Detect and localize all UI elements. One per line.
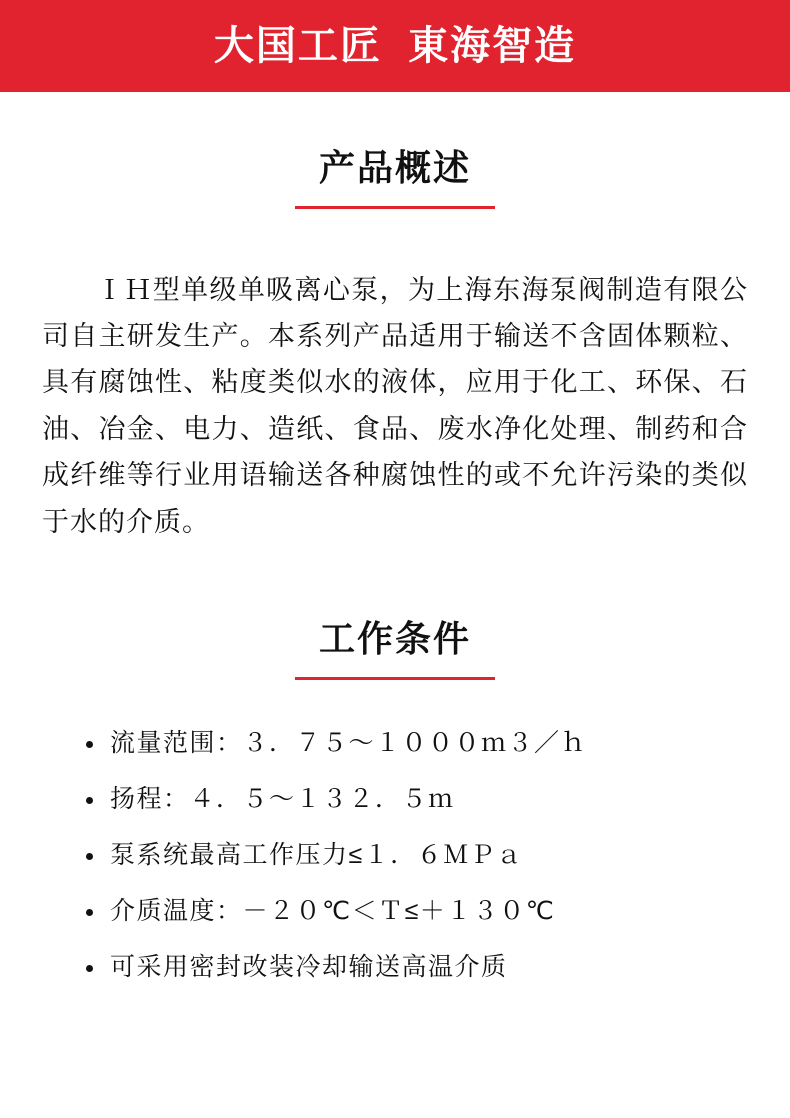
conditions-list xyxy=(42,728,748,982)
list-item: 泵系统最高工作压力≤１．６ＭＰａ xyxy=(84,840,748,870)
conditions-title: 工作条件 xyxy=(318,618,471,660)
section-working-conditions xyxy=(0,619,790,982)
section-product-overview xyxy=(0,148,790,545)
banner-title: 大国工匠 東海智造 xyxy=(213,24,577,68)
conditions-title-underline xyxy=(295,677,495,680)
list-item: 可采用密封改装冷却输送高温介质 xyxy=(84,952,748,982)
conditions-heading xyxy=(42,619,748,680)
list-item: 介质温度：－２０℃＜Ｔ≤＋１３０℃ xyxy=(84,896,748,926)
overview-title: 产品概述 xyxy=(318,147,471,188)
page-banner xyxy=(0,0,790,92)
overview-title-underline xyxy=(295,206,495,209)
overview-heading xyxy=(42,148,748,209)
list-item: 扬程：４．５～１３２．５ｍ xyxy=(84,784,748,814)
list-item: 流量范围：３．７５～１０００ｍ３／ｈ xyxy=(84,728,748,758)
overview-paragraph: ＩＨ型单级单吸离心泵，为上海东海泵阀制造有限公司自主研发生产。本系列产品适用于输送不含固体颗粒、具有腐蚀性、粘度类似水的液体，应用于化工、环保、石油、冶金、电力、造纸、食品、废水净化处理、制药和合成纤维等行业用语输送各种腐蚀性的或不允许污染的类似于水的介质。 xyxy=(42,274,748,537)
